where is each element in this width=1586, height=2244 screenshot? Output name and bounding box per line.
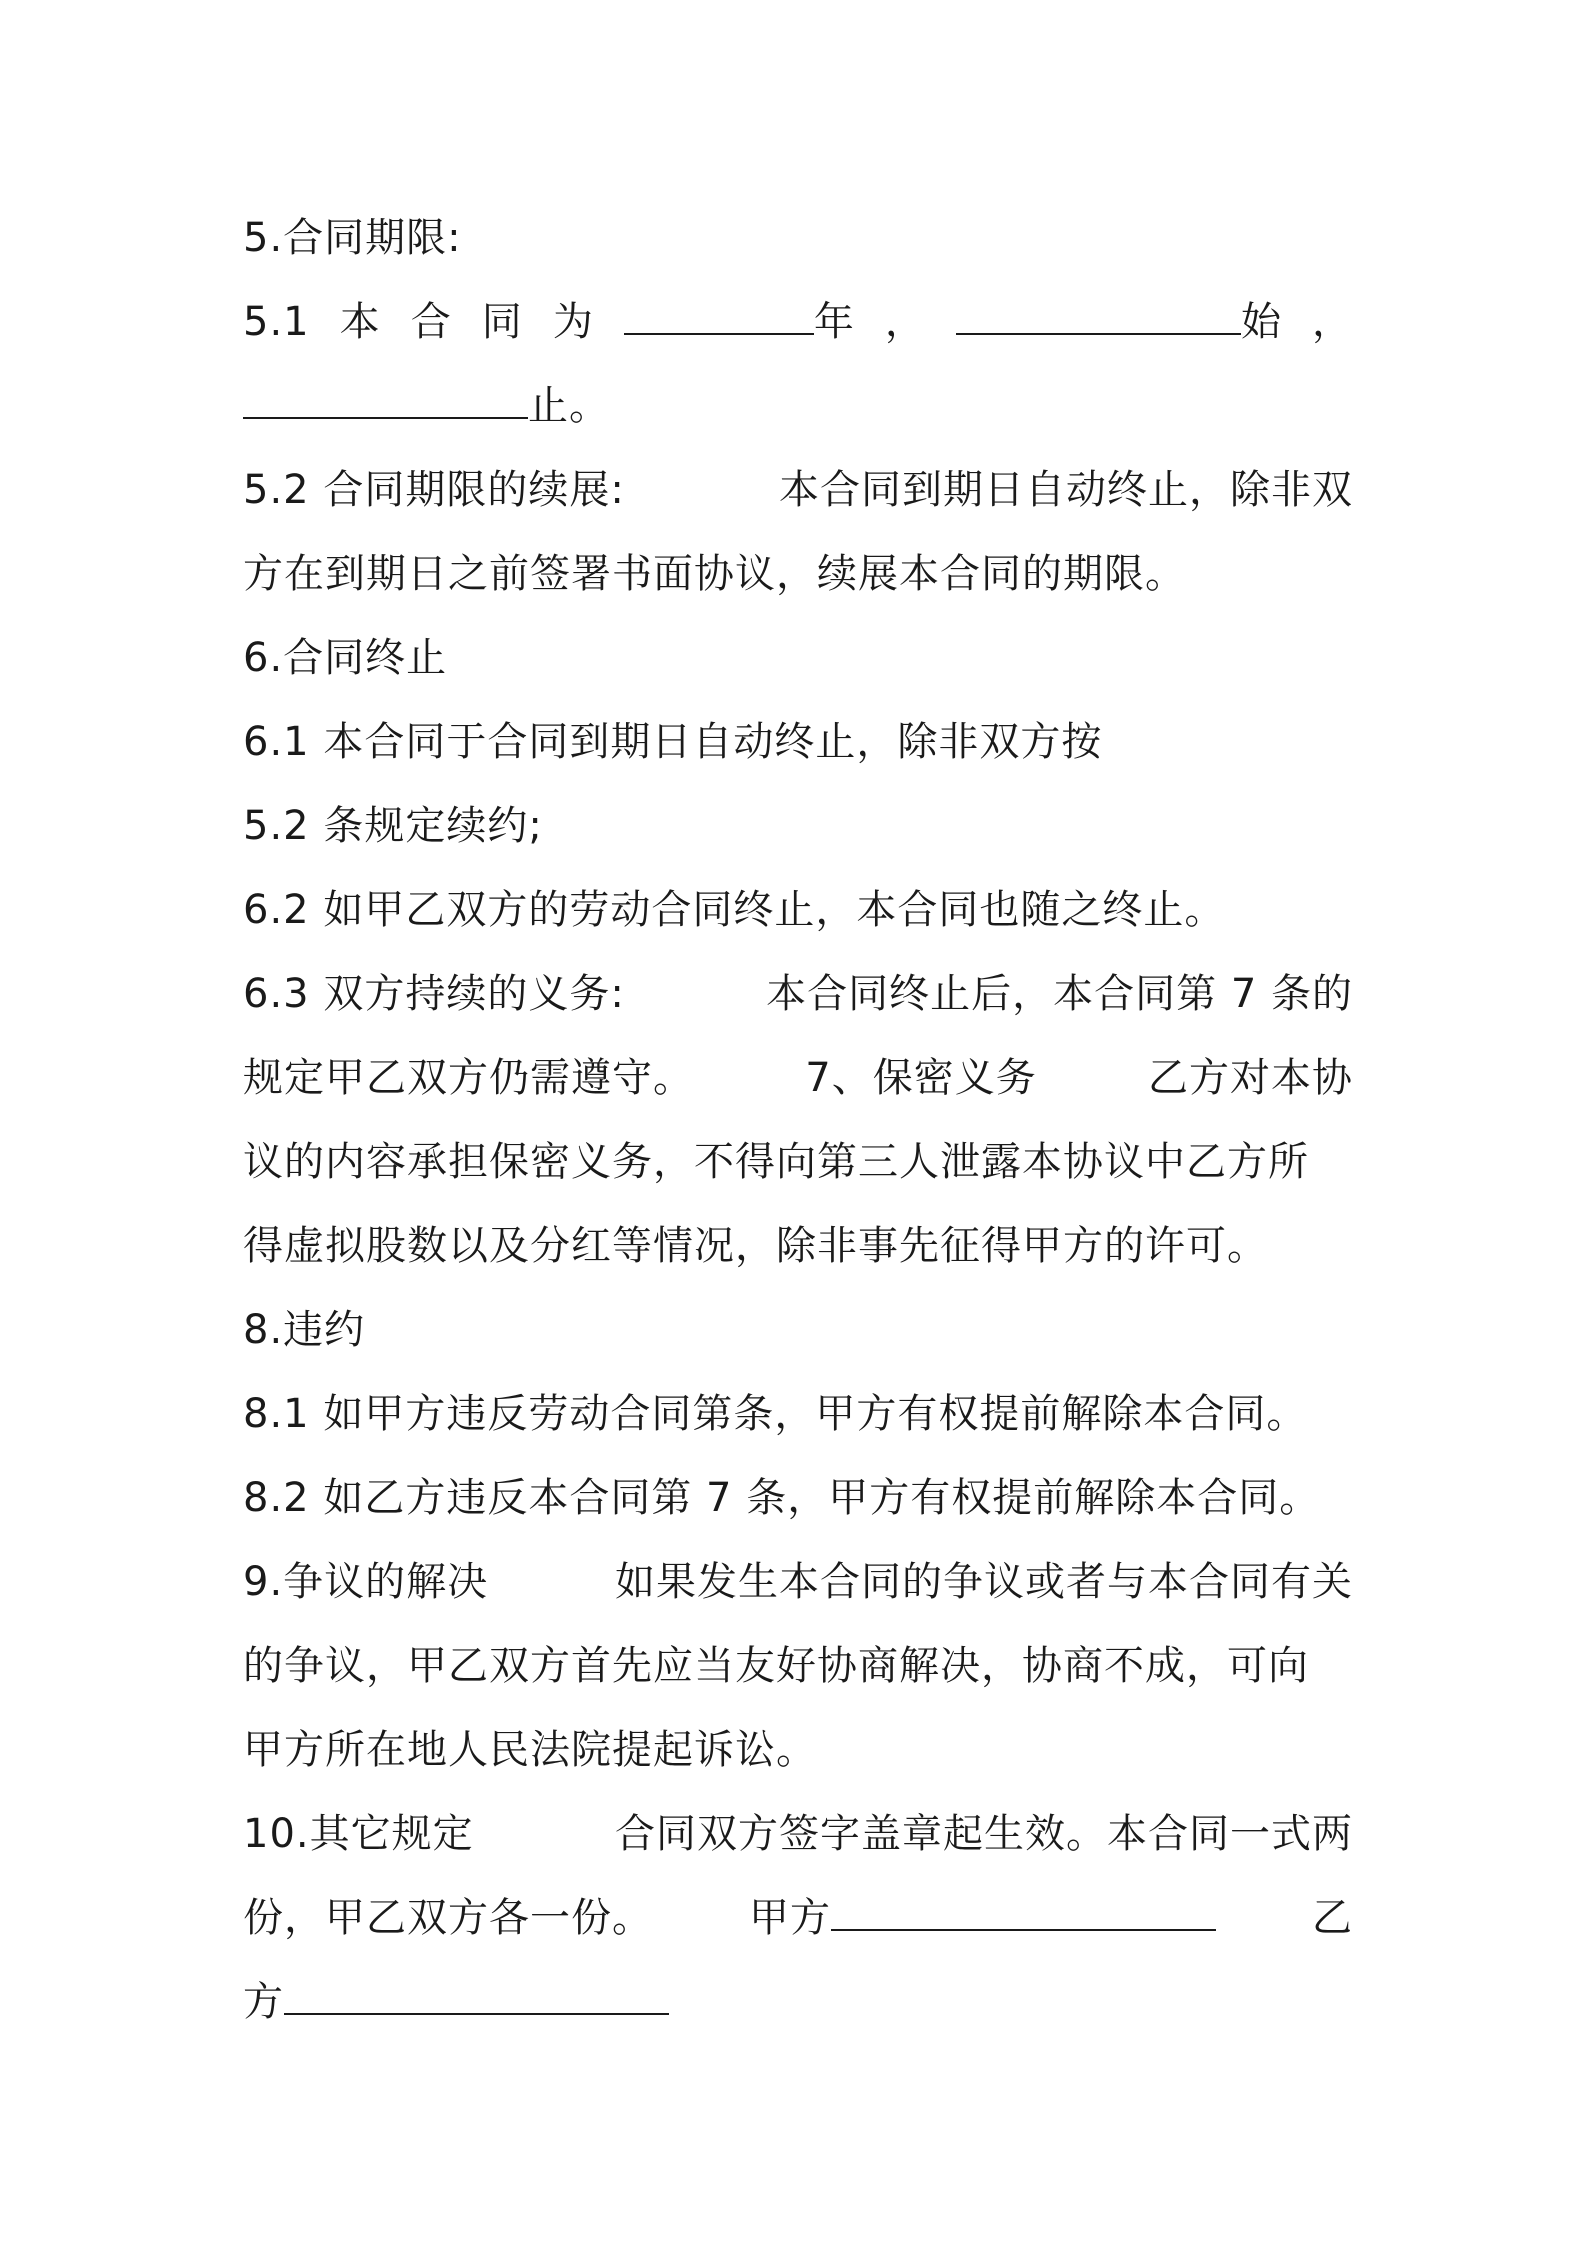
clause-char: 同 <box>481 299 523 345</box>
clause-6-2 <box>243 868 1353 952</box>
clause-char: 合 <box>410 299 452 345</box>
party-b-label-part2: 方 <box>243 1979 284 2025</box>
clause-6-3-line1 <box>243 952 1353 1036</box>
section-heading-text: 8.违约 <box>243 1307 366 1353</box>
clause-5-2-line1 <box>243 448 1353 532</box>
section-5-heading <box>243 196 1353 280</box>
end-label: 止。 <box>528 383 610 429</box>
party-b-label-part1: 乙 <box>1312 1895 1353 1941</box>
clause-text: 本合同到期日自动终止，除非双 <box>779 467 1353 513</box>
section-10-line1 <box>243 1792 1353 1876</box>
clause-text: 乙方对本协 <box>1147 1055 1353 1101</box>
party-a-signature <box>749 1876 1216 1960</box>
clause-text: 合同双方签字盖章起生效。本合同一式两 <box>615 1811 1353 1857</box>
section-heading-text: 10.其它规定 <box>243 1811 474 1857</box>
clause-text: 6.1 本合同于合同到期日自动终止，除非双方按 <box>243 719 1103 765</box>
clause-6-1-line2 <box>243 784 1353 868</box>
section-heading-text: 5.合同期限: <box>243 215 462 261</box>
contract-body <box>243 196 1353 2044</box>
clause-text: 8.2 如乙方违反本合同第 7 条，甲方有权提前解除本合同。 <box>243 1475 1321 1521</box>
clause-text: 规定甲乙双方仍需遵守。 <box>243 1055 694 1101</box>
start-date-blank <box>956 307 1241 335</box>
clause-text: 6.2 如甲乙双方的劳动合同终止，本合同也随之终止。 <box>243 887 1226 933</box>
year-blank <box>624 307 814 335</box>
section-9-line2 <box>243 1624 1353 1708</box>
year-label: 年 <box>813 299 855 345</box>
section-heading-text: 9.争议的解决 <box>243 1559 489 1605</box>
clause-8-2 <box>243 1456 1353 1540</box>
party-b-signature-blank <box>284 1987 669 2015</box>
clause-label: 5.2 合同期限的续展: <box>243 467 625 513</box>
section-10-line3 <box>243 1960 1353 2044</box>
party-a-label: 甲方 <box>749 1895 831 1941</box>
clause-text: 甲方所在地人民法院提起诉讼。 <box>243 1727 817 1773</box>
clause-8-1 <box>243 1372 1353 1456</box>
clause-7-line3 <box>243 1204 1353 1288</box>
section-heading-text: 6.合同终止 <box>243 635 448 681</box>
clause-number: 5.1 <box>243 299 310 345</box>
clause-5-2-line2 <box>243 532 1353 616</box>
start-blank-group <box>956 280 1282 364</box>
section-9-line3 <box>243 1708 1353 1792</box>
party-a-signature-blank <box>831 1903 1216 1931</box>
clause-5-1-line2 <box>243 364 1353 448</box>
clause-6-3-line2 <box>243 1036 1353 1120</box>
clause-text: 的争议，甲乙双方首先应当友好协商解决，协商不成，可向 <box>243 1643 1309 1689</box>
clause-7-line2 <box>243 1120 1353 1204</box>
end-date-blank <box>243 391 528 419</box>
comma: ， <box>1312 299 1353 345</box>
clause-text: 5.2 条规定续约; <box>243 803 543 849</box>
clause-char: 本 <box>339 299 381 345</box>
section-6-heading <box>243 616 1353 700</box>
clause-text: 方在到期日之前签署书面协议，续展本合同的期限。 <box>243 551 1186 597</box>
clause-text: 8.1 如甲方违反劳动合同第条，甲方有权提前解除本合同。 <box>243 1391 1308 1437</box>
clause-text: 议的内容承担保密义务，不得向第三人泄露本协议中乙方所 <box>243 1139 1309 1185</box>
clause-text: 份，甲乙双方各一份。 <box>243 1895 653 1941</box>
section-9-line1 <box>243 1540 1353 1624</box>
section-7-heading: 7、保密义务 <box>805 1055 1037 1101</box>
clause-5-1-line1 <box>243 280 1353 364</box>
clause-text: 本合同终止后，本合同第 7 条的 <box>766 971 1353 1017</box>
clause-text: 如果发生本合同的争议或者与本合同有关 <box>615 1559 1353 1605</box>
section-8-heading <box>243 1288 1353 1372</box>
clause-text: 得虚拟股数以及分红等情况，除非事先征得甲方的许可。 <box>243 1223 1268 1269</box>
section-10-line2 <box>243 1876 1353 1960</box>
start-label: 始 <box>1240 299 1282 345</box>
year-blank-group <box>624 280 855 364</box>
clause-6-1-line1 <box>243 700 1353 784</box>
comma: ， <box>884 299 926 345</box>
clause-label: 6.3 双方持续的义务: <box>243 971 625 1017</box>
clause-char: 为 <box>552 299 594 345</box>
